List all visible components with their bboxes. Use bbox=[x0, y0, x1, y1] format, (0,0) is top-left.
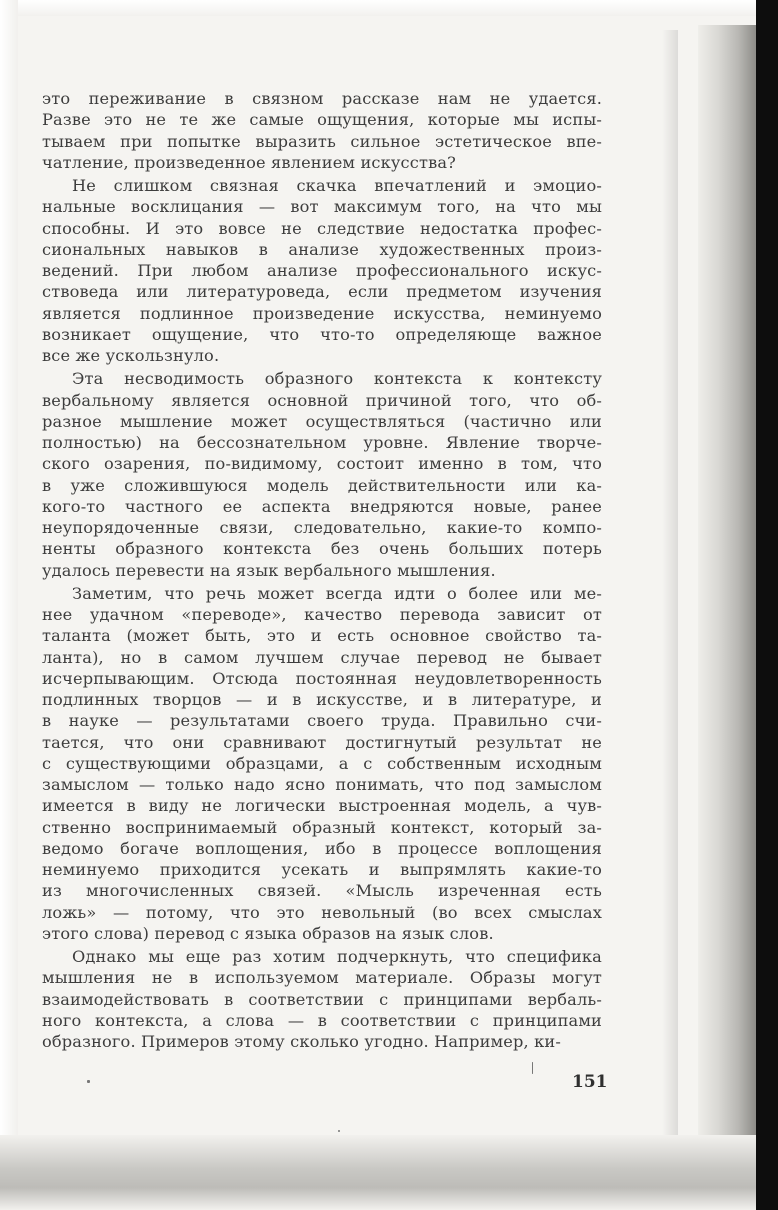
text-line: сиональных навыков в анализе художественных произ- bbox=[42, 239, 602, 259]
text-line: имеется в виду не логически выстроенная модель, а чув- bbox=[42, 796, 602, 816]
text-line: полностью) на бессознательном уровне. Явление творче- bbox=[42, 433, 602, 452]
text-line: таланта (может быть, это и есть основное свойство та- bbox=[42, 626, 602, 646]
text-line: является подлинное произведение искусства, неминуемо bbox=[42, 303, 602, 323]
text-line: мышления не в используемом материале. Образы могут bbox=[42, 968, 602, 988]
paragraph bbox=[42, 946, 602, 1052]
scan-speck bbox=[532, 1062, 533, 1074]
text-line: чатление, произведенное явлением искусства? bbox=[42, 152, 456, 172]
paragraph bbox=[42, 88, 602, 173]
scan-left-margin bbox=[0, 0, 18, 1210]
text-line: замыслом — только надо ясно понимать, что под замыслом bbox=[42, 775, 602, 794]
text-line: исчерпывающим. Отсюда постоянная неудовлетворенность bbox=[42, 668, 602, 688]
page-fold-shadow bbox=[662, 30, 678, 1150]
text-line: с существующими образцами, а с собственным исходным bbox=[42, 753, 602, 773]
text-line: все же ускользнуло. bbox=[42, 346, 220, 365]
text-line: вербальному является основной причиной того, что об- bbox=[42, 390, 602, 410]
text-line: в науке — результатами своего труда. Правильно счи- bbox=[42, 711, 602, 731]
text-line: Заметим, что речь может всегда идти о более или ме- bbox=[72, 583, 602, 603]
text-line: возникает ощущение, что что-то определяюще важное bbox=[42, 324, 602, 344]
text-line: разное мышление может осуществляться (частично или bbox=[42, 411, 602, 431]
paragraph bbox=[42, 583, 602, 944]
book-binding-edge bbox=[756, 0, 778, 1210]
text-line: ложь» — потому, что это невольный (во всех смыслах bbox=[42, 902, 602, 922]
text-line: это переживание в связном рассказе нам не удается. bbox=[42, 89, 602, 108]
paragraph bbox=[42, 368, 602, 581]
body-text bbox=[42, 88, 602, 1052]
text-line: кого-то частного ее аспекта внедряются новые, ранее bbox=[42, 496, 602, 516]
text-line: тываем при попытке выразить сильное эстетическое впе- bbox=[42, 131, 602, 151]
text-line: из многочисленных связей. «Мысль изреченная есть bbox=[42, 881, 602, 901]
text-line: этого слова) перевод с языка образов на язык слов. bbox=[42, 923, 494, 943]
text-line: в уже сложившуюся модель действительности или ка- bbox=[42, 475, 602, 495]
text-line: способны. И это вовсе не следствие недостатка профес- bbox=[42, 218, 602, 238]
text-line: образного. Примеров этому сколько угодно. Например, ки- bbox=[42, 1032, 561, 1051]
text-line: ского озарения, по-видимому, состоит именно в том, что bbox=[42, 454, 602, 474]
paragraph bbox=[42, 175, 602, 366]
text-line: Разве это не те же самые ощущения, которые мы испы- bbox=[42, 110, 602, 130]
text-line: ствоведа или литературоведа, если предметом изучения bbox=[42, 282, 602, 302]
text-line: Не слишком связная скачка впечатлений и эмоцио- bbox=[72, 176, 602, 195]
text-line: неминуемо приходится усекать и выпрямлять какие-то bbox=[42, 860, 602, 879]
text-line: Однако мы еще раз хотим подчеркнуть, что специфика bbox=[72, 947, 602, 966]
text-line: нее удачном «переводе», качество перевода зависит от bbox=[42, 605, 602, 624]
text-line: ственно воспринимаемый образный контекст, который за- bbox=[42, 817, 602, 837]
text-line: ведений. При любом анализе профессионального искус- bbox=[42, 261, 602, 280]
text-line: тается, что они сравнивают достигнутый результат не bbox=[42, 732, 602, 752]
text-line: нальные восклицания — вот максимум того, на что мы bbox=[42, 197, 602, 217]
text-line: взаимодействовать в соответствии с принципами вербаль- bbox=[42, 989, 602, 1009]
text-line: подлинных творцов — и в искусстве, и в литературе, и bbox=[42, 690, 602, 709]
scan-speck bbox=[338, 1130, 340, 1132]
text-line: Эта несводимость образного контекста к контексту bbox=[72, 369, 602, 389]
page-number: 151 bbox=[572, 1072, 608, 1092]
page-bottom-shadow bbox=[0, 1135, 756, 1210]
text-line: ненты образного контекста без очень больших потерь bbox=[42, 539, 602, 559]
scan-top-margin bbox=[0, 0, 778, 16]
text-line: ного контекста, а слова — в соответствии с принципами bbox=[42, 1010, 602, 1030]
scan-speck bbox=[87, 1080, 90, 1083]
page-edge-shadow bbox=[698, 25, 756, 1165]
text-line: ведомо богаче воплощения, ибо в процессе воплощения bbox=[42, 838, 602, 858]
text-line: ланта), но в самом лучшем случае перевод не бывает bbox=[42, 647, 602, 667]
text-line: удалось перевести на язык вербального мышления. bbox=[42, 560, 496, 580]
text-line: неупорядоченные связи, следовательно, какие-то компо- bbox=[42, 518, 602, 537]
